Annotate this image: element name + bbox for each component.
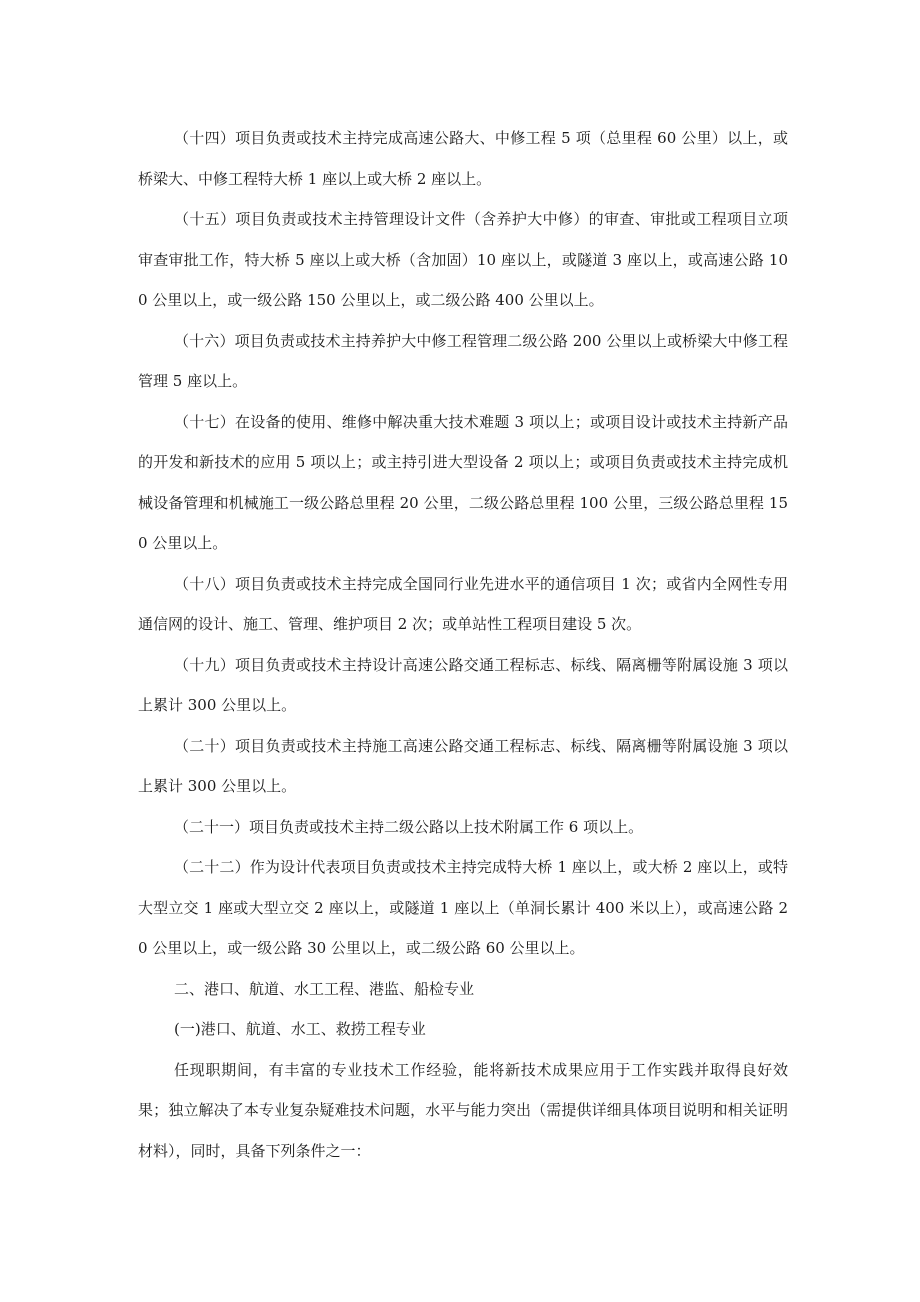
subsection-heading: (一)港口、航道、水工、救捞工程专业	[174, 1020, 426, 1038]
clause-14: （十四）项目负责或技术主持完成高速公路大、中修工程 5 项（总里程 60 公里）以上，或桥梁大、中修工程特大桥 1 座以上或大桥 2 座以上。	[138, 129, 788, 188]
clause-18: （十八）项目负责或技术主持完成全国同行业先进水平的通信项目 1 次；或省内全网性专用通信网的设计、施工、管理、维护项目 2 次；或单站性工程项目建设 5 次。	[138, 574, 788, 633]
clause-20: （二十）项目负责或技术主持施工高速公路交通工程标志、标线、隔离栅等附属设施 3 项以上累计 300 公里以上。	[138, 736, 788, 795]
intro-paragraph: 任现职期间，有丰富的专业技术工作经验，能将新技术成果应用于工作实践并取得良好效果；独立解决了本专业复杂疑难技术问题，水平与能力突出（需提供详细具体项目说明和相关证明材料），同时，具备下列条件之一：	[138, 1060, 788, 1160]
clause-16: （十六）项目负责或技术主持养护大中修工程管理二级公路 200 公里以上或桥梁大中修工程管理 5 座以上。	[138, 331, 788, 390]
clause-15: （十五）项目负责或技术主持管理设计文件（含养护大中修）的审查、审批或工程项目立项审查审批工作，特大桥 5 座以上或大桥（含加固）10 座以上，或隧道 3 座以上，或高速公路 100 公里以上，或一级公路 150 公里以上，或二级公路 400 公里以上。	[138, 210, 788, 309]
section-heading: 二、港口、航道、水工工程、港监、船检专业	[174, 979, 475, 998]
clause-21: （二十一）项目负责或技术主持二级公路以上技术附属工作 6 项以上。	[174, 817, 644, 836]
clause-17: （十七）在设备的使用、维修中解决重大技术难题 3 项以上；或项目设计或技术主持新产品的开发和新技术的应用 5 项以上；或主持引进大型设备 2 项以上；或项目负责或技术主持完成机械设备管理和机械施工一级公路总里程 20 公里，二级公路总里程 100 公里，三级公路总里程 150 公里以上。	[138, 412, 788, 552]
clause-19: （十九）项目负责或技术主持设计高速公路交通工程标志、标线、隔离栅等附属设施 3 项以上累计 300 公里以上。	[138, 655, 788, 714]
document-body	[138, 118, 788, 1171]
clause-22: （二十二）作为设计代表项目负责或技术主持完成特大桥 1 座以上，或大桥 2 座以上，或特大型立交 1 座或大型立交 2 座以上，或隧道 1 座以上（单洞长累计 400 米以上），或高速公路 20 公里以上，或一级公路 30 公里以上，或二级公路 60 公里以上。	[138, 858, 788, 957]
